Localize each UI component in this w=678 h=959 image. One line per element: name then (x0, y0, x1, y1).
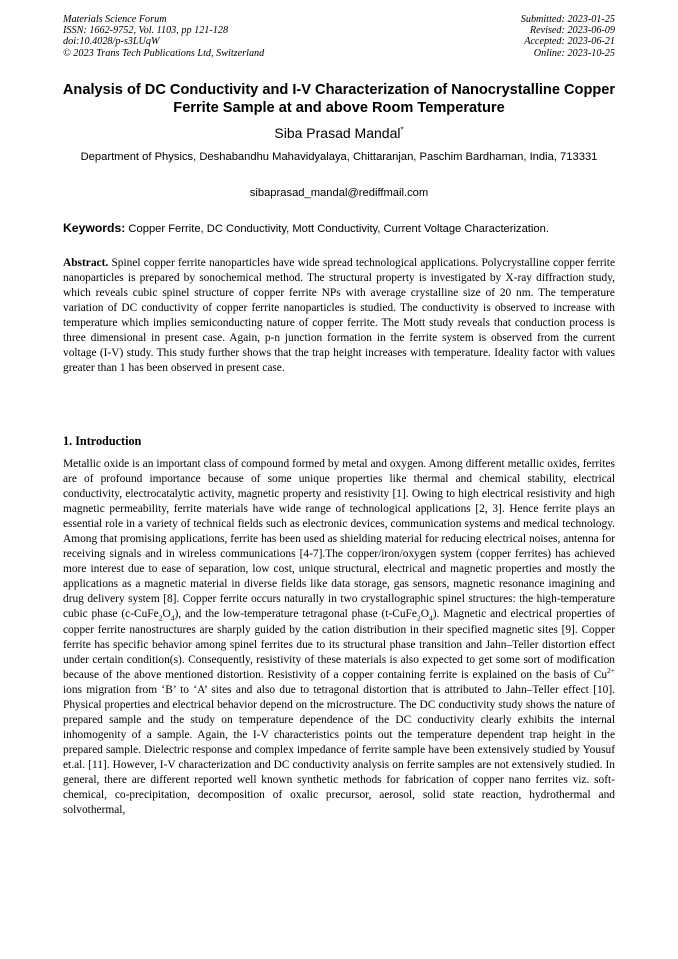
section-heading: 1. Introduction (63, 434, 142, 448)
author-email: sibaprasad_mandal@rediffmail.com (249, 187, 429, 199)
abstract-text: Spinel copper ferrite nanoparticles have wide spread technological applications. Polycrystalline copper ferrite nanoparticles is prepared by sonochemical method. The structural property is investigated by X-ray diffraction study, which reveals cubic spinel structure of copper ferrite NPs with average crystalline size of 20 nm. The temperature variation of DC conductivity of copper ferrite nanoparticles is studied. The conductivity is observed to increase with temperature which implies semiconducting nature of copper ferrite. The Mott study reveals that conduction process is three dimensional in present case. Again, p-n junction formation in the ferrite system is observed from the current voltage (I-V) study. This study further shows that the trap height increases with temperature. Ideality factor with values greater than 1 has been observed in present case. (63, 257, 615, 374)
intro-text-4: O (420, 608, 429, 621)
subscript: 2 (158, 613, 163, 623)
subscript: 2 (416, 613, 421, 623)
superscript: 2+ (607, 665, 615, 675)
paper-title: Analysis of DC Conductivity and I-V Characterization of Nanocrystalline Copper Ferrite Sample at and above Room Temperature (62, 82, 616, 116)
journal-info (63, 14, 264, 59)
affiliation: Department of Physics, Deshabandhu Mahavidyalaya, Chittaranjan, Paschim Bardhaman, India, 713331 (80, 151, 598, 163)
intro-text-6: ions migration from ‘B’ to ‘A’ sites and also due to tetragonal distortion that is attributed to Jahn–Teller effect [10]. Physical properties and electrical behavior depend on the microstructure. The DC conductivity study shows the nature of prepared sample and the study on temperature dependence of the DC conductivity clearly exhibits the internal inhomogenity of a sample. Again, the I-V characteristics points out the temperature dependent trap height in the prepared sample. Dielectric response and complex impedance of ferrite sample have been extensively studied by Yousuf et.al. [11]. However, I-V characterization and DC conductivity analysis on ferrite samples are not extensively studied. In general, there are different reported well known synthetic methods for fabrication of copper nano ferrites viz. soft-chemical, co-precipitation, decomposition of oxalic precursor, aerosol, solid state reaction, hydrothermal and solvothermal, (63, 683, 615, 817)
copyright-line: © 2023 Trans Tech Publications Ltd, Switzerland (63, 47, 265, 59)
introduction-paragraph (63, 457, 615, 818)
intro-text-2: O (162, 608, 171, 621)
online-date: Online: 2023-10-25 (533, 47, 615, 59)
author-name: Siba Prasad Mandal (274, 125, 401, 141)
abstract (63, 256, 615, 376)
keywords-label: Keywords: (63, 221, 126, 235)
doi-line: doi:10.4028/p-s3LUqW (63, 36, 160, 48)
issn-line: ISSN: 1662-9752, Vol. 1103, pp 121-128 (63, 25, 229, 37)
intro-text-1: Metallic oxide is an important class of compound formed by metal and oxygen. Among different metallic oxides, ferrites are of profound importance because of some unique properties like thermal and chemical stability, electrical conductivity, electrocatalytic activity, magnetic property and resistivity [1]. Owing to high electrical resistivity and high magnetic permeability, ferrite materials have wide range of technological applications [2, 3]. Hence ferrite plays an essential role in a variety of technical fields such as electronic devices, communication systems and medical technology. Among that promising applications, ferrite has been used as shielding material for reducing electrical noises, antenna for receiving signals and in wireless communications [4-7].The copper/iron/oxygen system (copper ferrites) has achieved more interest due to ease of separation, low cost, unique structural, electrical and magnetic properties and mostly the applications as a magnetic material in diverse fields like data storage, gas sensors, magnetic resonance imagining and drug delivery system [8]. Copper ferrite occurs naturally in two crystallographic spinel structures: the high-temperature cubic phase (c-CuFe (63, 458, 615, 621)
keywords-text: Copper Ferrite, DC Conductivity, Mott Conductivity, Current Voltage Characterization. (128, 223, 549, 235)
intro-text-3: ), and the low-temperature tetragonal phase (t-CuFe (174, 608, 417, 621)
abstract-label: Abstract. (63, 257, 109, 269)
submitted-date: Submitted: 2023-01-25 (520, 14, 615, 25)
intro-text-5: ). Magnetic and electrical properties of copper ferrite nanostructures are sharply guided by the cation distribution in their specified magnetic sites [9]. Copper ferrite has specific behavior among spinel ferrites due to its structural phase transition and Jahn–Teller distortion effect under certain condition(s). Consequently, resistivity of these materials is also expected to get some sort of modification because of the above mentioned distortion. Resistivity of a copper containing ferrite is explained on the basis of Cu (63, 608, 615, 681)
publication-dates (521, 14, 615, 59)
revised-date: Revised: 2023-06-09 (529, 25, 615, 37)
journal-name: Materials Science Forum (63, 14, 167, 25)
subscript: 4 (170, 613, 175, 623)
accepted-date: Accepted: 2023-06-21 (524, 36, 615, 48)
corresponding-author-mark: * (400, 125, 404, 135)
keywords-line (63, 221, 615, 236)
author-line (0, 124, 678, 142)
subscript: 4 (428, 613, 433, 623)
